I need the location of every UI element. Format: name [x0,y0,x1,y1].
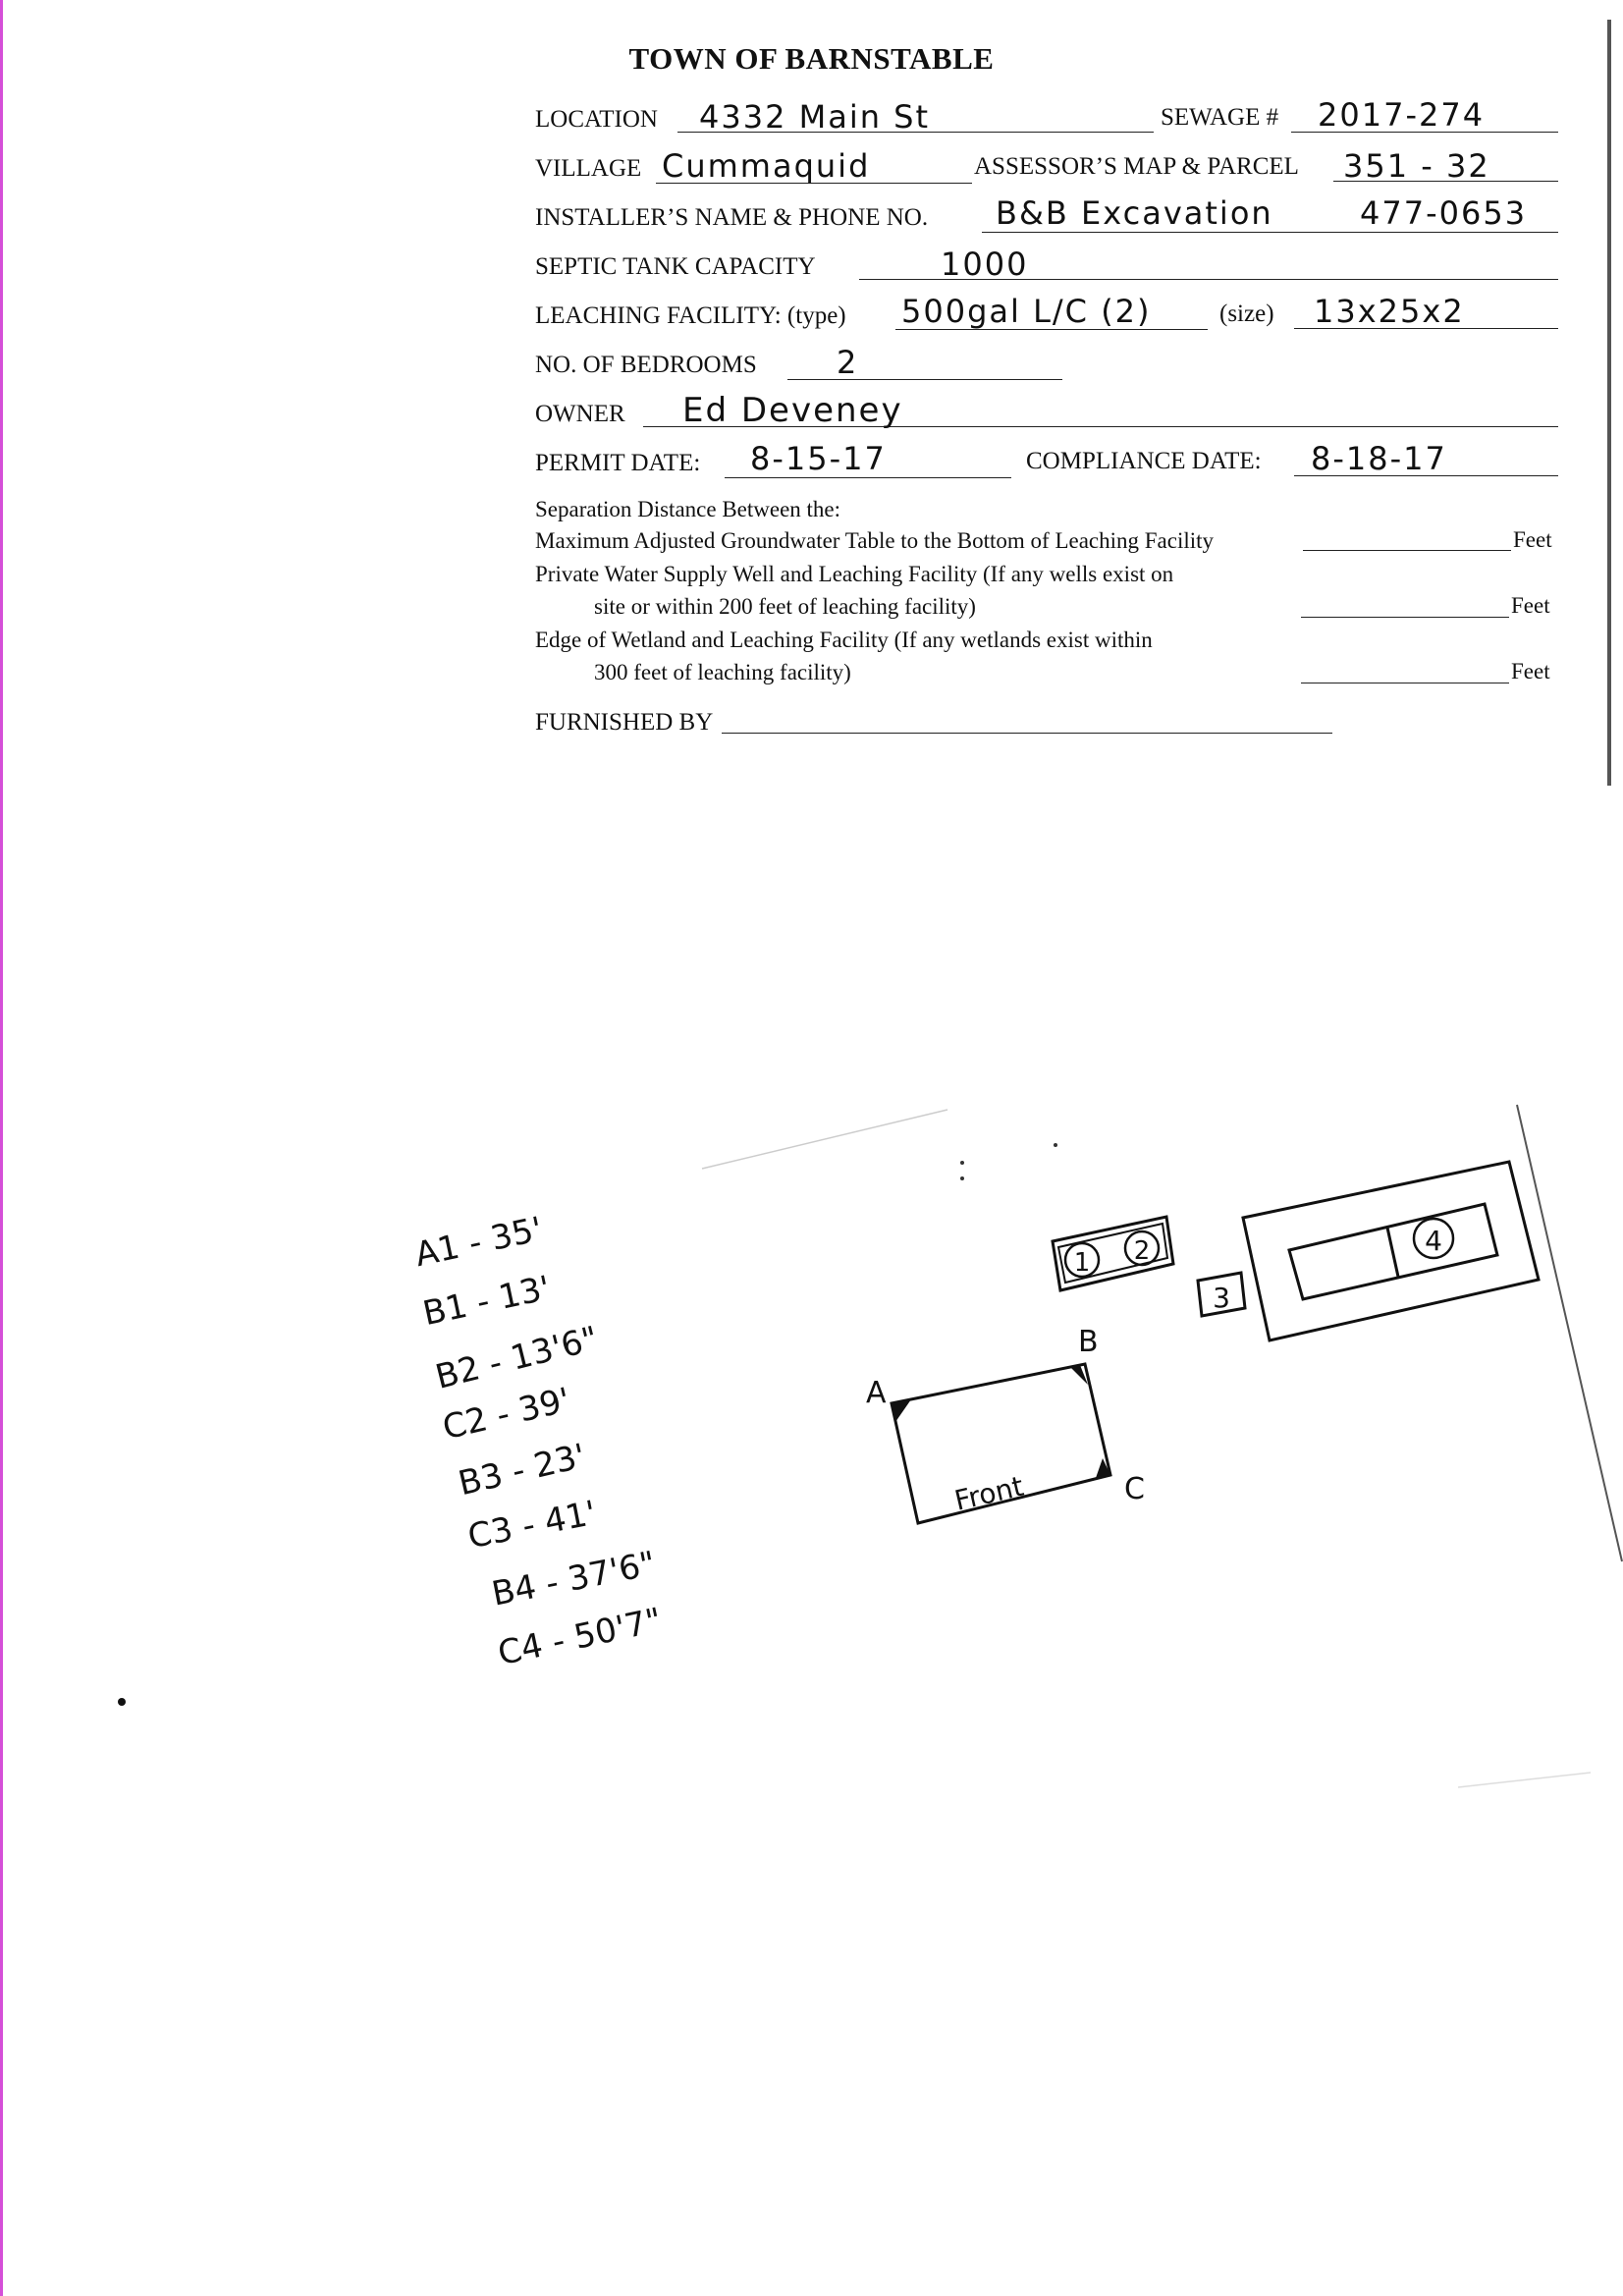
assessor-label: ASSESSOR’S MAP & PARCEL [974,153,1299,180]
furnished-label: FURNISHED BY [535,709,714,736]
leaching-size-value: 13x25x2 [1314,293,1465,330]
owner-value: Ed Deveney [682,391,903,430]
corner-c-label: C [1124,1472,1145,1506]
compliance-value: 8-18-17 [1311,440,1447,477]
scan-edge-diagonal [1517,1105,1622,1561]
location-value: 4332 Main St [699,98,931,136]
scan-speck [1054,1143,1057,1147]
scan-faint-line [702,1110,947,1169]
separation-heading: Separation Distance Between the: [535,497,841,521]
corner-a-label: A [866,1376,887,1410]
tank2-label: 2 [1133,1236,1151,1266]
note-item: B3 - 23' [455,1436,590,1504]
separation-feet3: Feet [1511,659,1550,683]
separation-feet2: Feet [1511,593,1550,618]
box3-label: 3 [1213,1282,1230,1314]
tank-box [1053,1217,1173,1290]
permit-label: PERMIT DATE: [535,450,701,476]
installer-phone: 477-0653 [1360,194,1528,232]
separation-line2a: Private Water Supply Well and Leaching Facility (If any wells exist on [535,562,1174,586]
separation-feet1: Feet [1513,527,1552,552]
note-item: C2 - 39' [439,1380,574,1449]
owner-label: OWNER [535,401,625,427]
bedrooms-value: 2 [837,344,859,381]
sewage-value: 2017-274 [1318,96,1486,134]
chamber-divider [1387,1228,1398,1277]
note-item: C3 - 41' [464,1493,600,1558]
village-label: VILLAGE [535,155,642,182]
leaching-size-label: (size) [1219,301,1274,327]
document-title: TOWN OF BARNSTABLE [628,41,995,76]
separation-line3b: 300 feet of leaching facility) [594,660,851,684]
permit-value: 8-15-17 [750,440,887,477]
chamber4-label: 4 [1425,1225,1442,1257]
septic-label: SEPTIC TANK CAPACITY [535,253,816,280]
note-item: A1 - 35' [411,1209,547,1276]
leaching-value: 500gal L/C (2) [901,293,1152,330]
separation-line1: Maximum Adjusted Groundwater Table to the Bottom of Leaching Facility [535,528,1215,553]
note-item: B1 - 13' [419,1268,555,1335]
scan-faint-line [1458,1773,1591,1787]
tank1-label: 1 [1073,1248,1091,1278]
bedrooms-label: NO. OF BEDROOMS [535,352,757,378]
scan-speck [960,1161,964,1165]
assessor-value: 351 - 32 [1343,147,1490,185]
scan-speck [118,1698,126,1706]
note-item: B4 - 37'6" [488,1544,660,1614]
installer-value: B&B Excavation [996,194,1273,232]
house-front-label: Front [951,1469,1027,1517]
installer-label: INSTALLER’S NAME & PHONE NO. [535,204,929,231]
village-value: Cummaquid [662,147,871,185]
compliance-label: COMPLIANCE DATE: [1026,448,1262,474]
separation-line2b: site or within 200 feet of leaching facility) [594,594,976,619]
location-label: LOCATION [535,106,658,133]
leaching-area [1243,1162,1539,1340]
septic-value: 1000 [941,246,1029,283]
note-item: B2 - 13'6" [431,1319,603,1397]
note-item: C4 - 50'7" [494,1600,666,1674]
leaching-label: LEACHING FACILITY: (type) [535,302,846,329]
sewage-label: SEWAGE # [1161,104,1279,131]
scan-speck [960,1176,964,1180]
separation-line3a: Edge of Wetland and Leaching Facility (If any wetlands exist within [535,628,1153,652]
corner-b-label: B [1078,1325,1099,1359]
